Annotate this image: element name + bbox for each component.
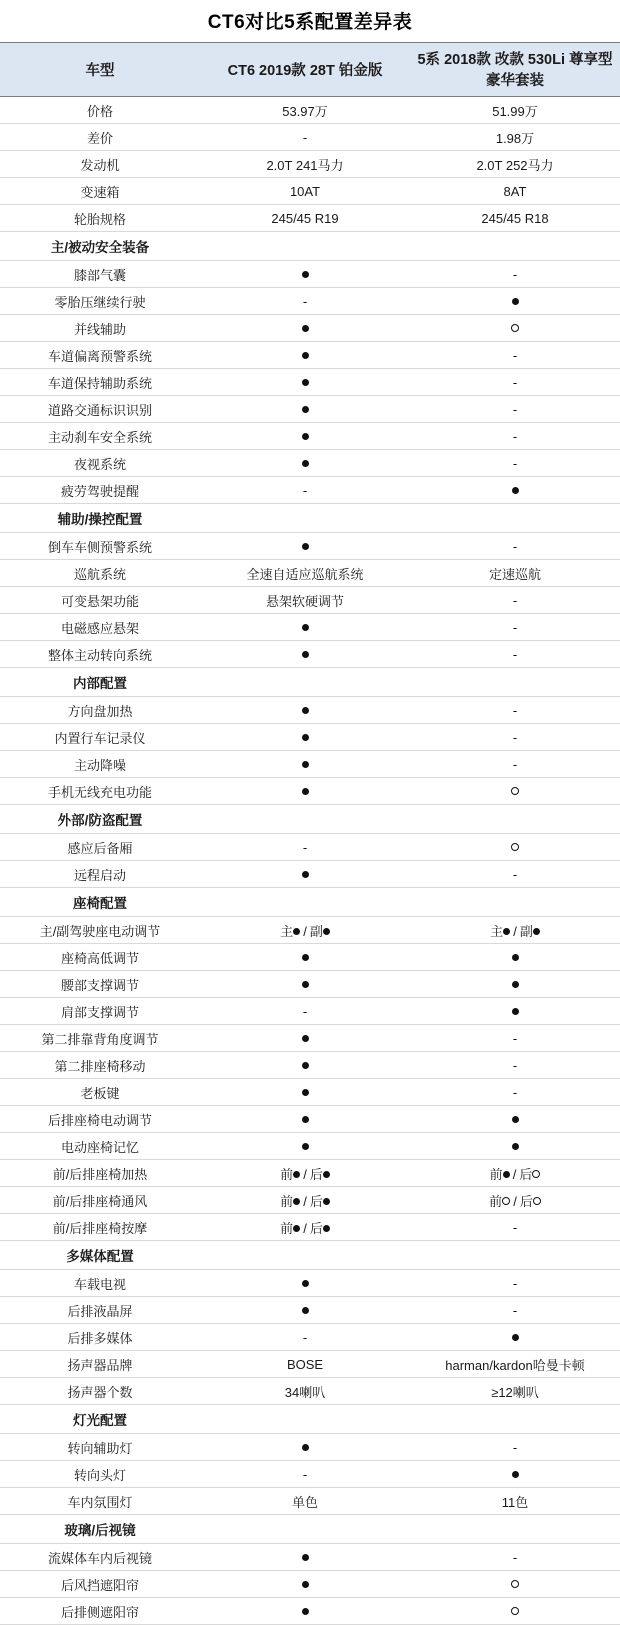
row-label: 价格 (0, 97, 200, 124)
row-label: 变速箱 (0, 178, 200, 205)
table-row (0, 1079, 620, 1106)
row-label: 膝部气囊 (0, 261, 200, 288)
row-value-car-b (410, 1133, 620, 1160)
section-header-row (0, 805, 620, 834)
row-value-car-b (410, 1571, 620, 1598)
table-row (0, 1133, 620, 1160)
row-value-car-b: - (410, 641, 620, 668)
row-value-car-b (410, 315, 620, 342)
row-value-car-a (200, 1079, 410, 1106)
row-value-car-b: 1.98万 (410, 124, 620, 151)
row-value-car-a (200, 1025, 410, 1052)
table-row (0, 342, 620, 369)
row-value-car-b: - (410, 1025, 620, 1052)
row-value-car-a: 全速自适应巡航系统 (200, 560, 410, 587)
row-value-car-a: 悬架软硬调节 (200, 587, 410, 614)
row-value-car-b: - (410, 751, 620, 778)
table-row (0, 178, 620, 205)
row-label: 可变悬架功能 (0, 587, 200, 614)
row-value-car-b (410, 971, 620, 998)
row-value-car-b: - (410, 1052, 620, 1079)
table-row (0, 834, 620, 861)
row-value-car-b: - (410, 1544, 620, 1571)
section-spacer-b (410, 888, 620, 917)
row-label: 后排多媒体 (0, 1324, 200, 1351)
row-value-car-b: - (410, 342, 620, 369)
row-label: 转向辅助灯 (0, 1434, 200, 1461)
row-label: 手机无线充电功能 (0, 778, 200, 805)
table-row (0, 944, 620, 971)
table-row (0, 751, 620, 778)
row-value-car-b: - (410, 1434, 620, 1461)
table-row (0, 1488, 620, 1515)
row-value-car-b: - (410, 861, 620, 888)
table-row (0, 1378, 620, 1405)
table-row (0, 861, 620, 888)
row-label: 远程启动 (0, 861, 200, 888)
row-label: 方向盘加热 (0, 697, 200, 724)
row-label: 主动降噪 (0, 751, 200, 778)
header-car-a: CT6 2019款 28T 铂金版 (200, 43, 410, 97)
row-value-car-a (200, 944, 410, 971)
row-value-car-a: - (200, 1324, 410, 1351)
row-value-car-b (410, 477, 620, 504)
row-value-car-a: 34喇叭 (200, 1378, 410, 1405)
row-value-car-a: - (200, 1461, 410, 1488)
section-header-row (0, 888, 620, 917)
section-title: 灯光配置 (0, 1405, 200, 1434)
row-value-car-b: 主 / 副 (410, 917, 620, 944)
row-label: 车内氛围灯 (0, 1488, 200, 1515)
row-value-car-a: - (200, 998, 410, 1025)
section-spacer-b (410, 1515, 620, 1544)
section-header-row (0, 504, 620, 533)
row-value-car-a: - (200, 288, 410, 315)
table-row (0, 1324, 620, 1351)
row-value-car-a: 主 / 副 (200, 917, 410, 944)
row-label: 整体主动转向系统 (0, 641, 200, 668)
row-value-car-b: 8AT (410, 178, 620, 205)
header-label: 车型 (0, 43, 200, 97)
row-value-car-b: 定速巡航 (410, 560, 620, 587)
row-value-car-b (410, 944, 620, 971)
comparison-table (0, 42, 620, 1625)
section-spacer-b (410, 504, 620, 533)
table-row (0, 1187, 620, 1214)
row-label: 车道偏离预警系统 (0, 342, 200, 369)
table-row (0, 1351, 620, 1378)
row-label: 道路交通标识识别 (0, 396, 200, 423)
row-label: 电磁感应悬架 (0, 614, 200, 641)
row-value-car-b: 前 / 后 (410, 1160, 620, 1187)
table-row (0, 396, 620, 423)
row-value-car-b: - (410, 450, 620, 477)
row-value-car-a: BOSE (200, 1351, 410, 1378)
row-label: 巡航系统 (0, 560, 200, 587)
table-row (0, 1270, 620, 1297)
row-label: 主/副驾驶座电动调节 (0, 917, 200, 944)
section-header-row (0, 232, 620, 261)
section-title: 多媒体配置 (0, 1241, 200, 1270)
row-value-car-a: - (200, 477, 410, 504)
section-spacer-a (200, 232, 410, 261)
row-value-car-a: 245/45 R19 (200, 205, 410, 232)
row-label: 腰部支撑调节 (0, 971, 200, 998)
row-label: 老板键 (0, 1079, 200, 1106)
row-value-car-a (200, 1106, 410, 1133)
row-label: 后排液晶屏 (0, 1297, 200, 1324)
table-row (0, 587, 620, 614)
row-value-car-a: 单色 (200, 1488, 410, 1515)
table-row (0, 560, 620, 587)
row-label: 零胎压继续行驶 (0, 288, 200, 315)
row-label: 轮胎规格 (0, 205, 200, 232)
row-value-car-b (410, 998, 620, 1025)
row-value-car-b (410, 1461, 620, 1488)
table-row (0, 315, 620, 342)
row-value-car-b: - (410, 369, 620, 396)
row-value-car-b: ≥12喇叭 (410, 1378, 620, 1405)
section-spacer-a (200, 504, 410, 533)
row-value-car-b (410, 778, 620, 805)
section-spacer-a (200, 805, 410, 834)
table-row (0, 1052, 620, 1079)
table-row (0, 1160, 620, 1187)
row-value-car-b: - (410, 1079, 620, 1106)
row-label: 倒车车侧预警系统 (0, 533, 200, 560)
row-value-car-a: - (200, 834, 410, 861)
row-value-car-a: 10AT (200, 178, 410, 205)
row-value-car-b: 11色 (410, 1488, 620, 1515)
row-value-car-a: 前 / 后 (200, 1214, 410, 1241)
row-value-car-a (200, 396, 410, 423)
row-value-car-a (200, 614, 410, 641)
row-value-car-b: - (410, 614, 620, 641)
row-value-car-b (410, 1598, 620, 1625)
row-value-car-a (200, 778, 410, 805)
section-title: 主/被动安全装备 (0, 232, 200, 261)
section-spacer-b (410, 1405, 620, 1434)
row-label: 夜视系统 (0, 450, 200, 477)
row-value-car-b: - (410, 724, 620, 751)
section-spacer-b (410, 232, 620, 261)
row-label: 车载电视 (0, 1270, 200, 1297)
row-value-car-b: harman/kardon哈曼卡顿 (410, 1351, 620, 1378)
table-row (0, 998, 620, 1025)
row-value-car-b: - (410, 587, 620, 614)
table-row (0, 917, 620, 944)
table-row (0, 450, 620, 477)
row-value-car-a: 前 / 后 (200, 1160, 410, 1187)
section-header-row (0, 1405, 620, 1434)
row-label: 座椅高低调节 (0, 944, 200, 971)
table-row (0, 1025, 620, 1052)
section-header-row (0, 668, 620, 697)
table-row (0, 724, 620, 751)
row-value-car-a (200, 1434, 410, 1461)
row-label: 扬声器个数 (0, 1378, 200, 1405)
row-label: 车道保持辅助系统 (0, 369, 200, 396)
row-label: 后风挡遮阳帘 (0, 1571, 200, 1598)
table-row (0, 1598, 620, 1625)
row-value-car-b: - (410, 1270, 620, 1297)
table-row (0, 1461, 620, 1488)
row-value-car-a (200, 533, 410, 560)
table-row (0, 261, 620, 288)
row-label: 第二排座椅移动 (0, 1052, 200, 1079)
row-value-car-a (200, 751, 410, 778)
row-value-car-a (200, 1052, 410, 1079)
row-value-car-a (200, 1297, 410, 1324)
row-value-car-b (410, 1106, 620, 1133)
table-row (0, 124, 620, 151)
table-row (0, 641, 620, 668)
row-value-car-a (200, 641, 410, 668)
section-header-row (0, 1515, 620, 1544)
row-label: 差价 (0, 124, 200, 151)
section-spacer-b (410, 805, 620, 834)
row-value-car-b: - (410, 396, 620, 423)
row-value-car-b: 2.0T 252马力 (410, 151, 620, 178)
row-value-car-a (200, 423, 410, 450)
row-label: 第二排靠背角度调节 (0, 1025, 200, 1052)
row-label: 后排侧遮阳帘 (0, 1598, 200, 1625)
header-car-b: 5系 2018款 改款 530Li 尊享型 豪华套装 (410, 43, 620, 97)
row-value-car-a (200, 1270, 410, 1297)
row-value-car-b: 245/45 R18 (410, 205, 620, 232)
row-value-car-b: - (410, 1297, 620, 1324)
table-row (0, 1571, 620, 1598)
row-value-car-a (200, 697, 410, 724)
table-row (0, 288, 620, 315)
row-value-car-a (200, 450, 410, 477)
table-row (0, 1544, 620, 1571)
section-spacer-a (200, 888, 410, 917)
row-label: 主动刹车安全系统 (0, 423, 200, 450)
section-spacer-a (200, 1405, 410, 1434)
table-row (0, 423, 620, 450)
table-row (0, 1434, 620, 1461)
section-title: 内部配置 (0, 668, 200, 697)
row-label: 内置行车记录仪 (0, 724, 200, 751)
row-value-car-a (200, 971, 410, 998)
row-label: 发动机 (0, 151, 200, 178)
table-row (0, 151, 620, 178)
section-spacer-a (200, 668, 410, 697)
section-header-row (0, 1241, 620, 1270)
row-label: 流媒体车内后视镜 (0, 1544, 200, 1571)
section-title: 座椅配置 (0, 888, 200, 917)
row-label: 前/后排座椅通风 (0, 1187, 200, 1214)
row-value-car-a (200, 724, 410, 751)
row-label: 电动座椅记忆 (0, 1133, 200, 1160)
row-value-car-a (200, 861, 410, 888)
row-value-car-b: 前 / 后 (410, 1187, 620, 1214)
section-spacer-a (200, 1241, 410, 1270)
row-label: 前/后排座椅加热 (0, 1160, 200, 1187)
row-value-car-a: 53.97万 (200, 97, 410, 124)
row-value-car-b (410, 834, 620, 861)
row-value-car-a (200, 1133, 410, 1160)
section-spacer-a (200, 1515, 410, 1544)
section-spacer-b (410, 1241, 620, 1270)
table-row (0, 697, 620, 724)
row-label: 并线辅助 (0, 315, 200, 342)
row-value-car-b: - (410, 533, 620, 560)
row-value-car-b: 51.99万 (410, 97, 620, 124)
table-row (0, 614, 620, 641)
row-value-car-b: - (410, 697, 620, 724)
row-value-car-b: - (410, 261, 620, 288)
table-row (0, 97, 620, 124)
row-label: 扬声器品牌 (0, 1351, 200, 1378)
section-title: 外部/防盗配置 (0, 805, 200, 834)
row-value-car-a: 前 / 后 (200, 1187, 410, 1214)
table-header-row (0, 43, 620, 97)
row-value-car-a (200, 369, 410, 396)
table-row (0, 369, 620, 396)
row-value-car-a: - (200, 124, 410, 151)
table-row (0, 205, 620, 232)
row-label: 感应后备厢 (0, 834, 200, 861)
row-label: 转向头灯 (0, 1461, 200, 1488)
section-spacer-b (410, 668, 620, 697)
row-value-car-b: - (410, 1214, 620, 1241)
row-value-car-a: 2.0T 241马力 (200, 151, 410, 178)
row-value-car-a (200, 315, 410, 342)
row-label: 肩部支撑调节 (0, 998, 200, 1025)
row-value-car-a (200, 342, 410, 369)
table-row (0, 477, 620, 504)
section-title: 玻璃/后视镜 (0, 1515, 200, 1544)
table-row (0, 1106, 620, 1133)
row-label: 后排座椅电动调节 (0, 1106, 200, 1133)
row-label: 疲劳驾驶提醒 (0, 477, 200, 504)
table-row (0, 778, 620, 805)
row-value-car-b: - (410, 423, 620, 450)
row-value-car-b (410, 288, 620, 315)
table-row (0, 533, 620, 560)
row-label: 前/后排座椅按摩 (0, 1214, 200, 1241)
row-value-car-a (200, 261, 410, 288)
row-value-car-b (410, 1324, 620, 1351)
row-value-car-a (200, 1598, 410, 1625)
page-title: CT6对比5系配置差异表 (207, 12, 413, 33)
section-title: 辅助/操控配置 (0, 504, 200, 533)
row-value-car-a (200, 1571, 410, 1598)
row-value-car-a (200, 1544, 410, 1571)
table-row (0, 971, 620, 998)
table-row (0, 1297, 620, 1324)
table-row (0, 1214, 620, 1241)
